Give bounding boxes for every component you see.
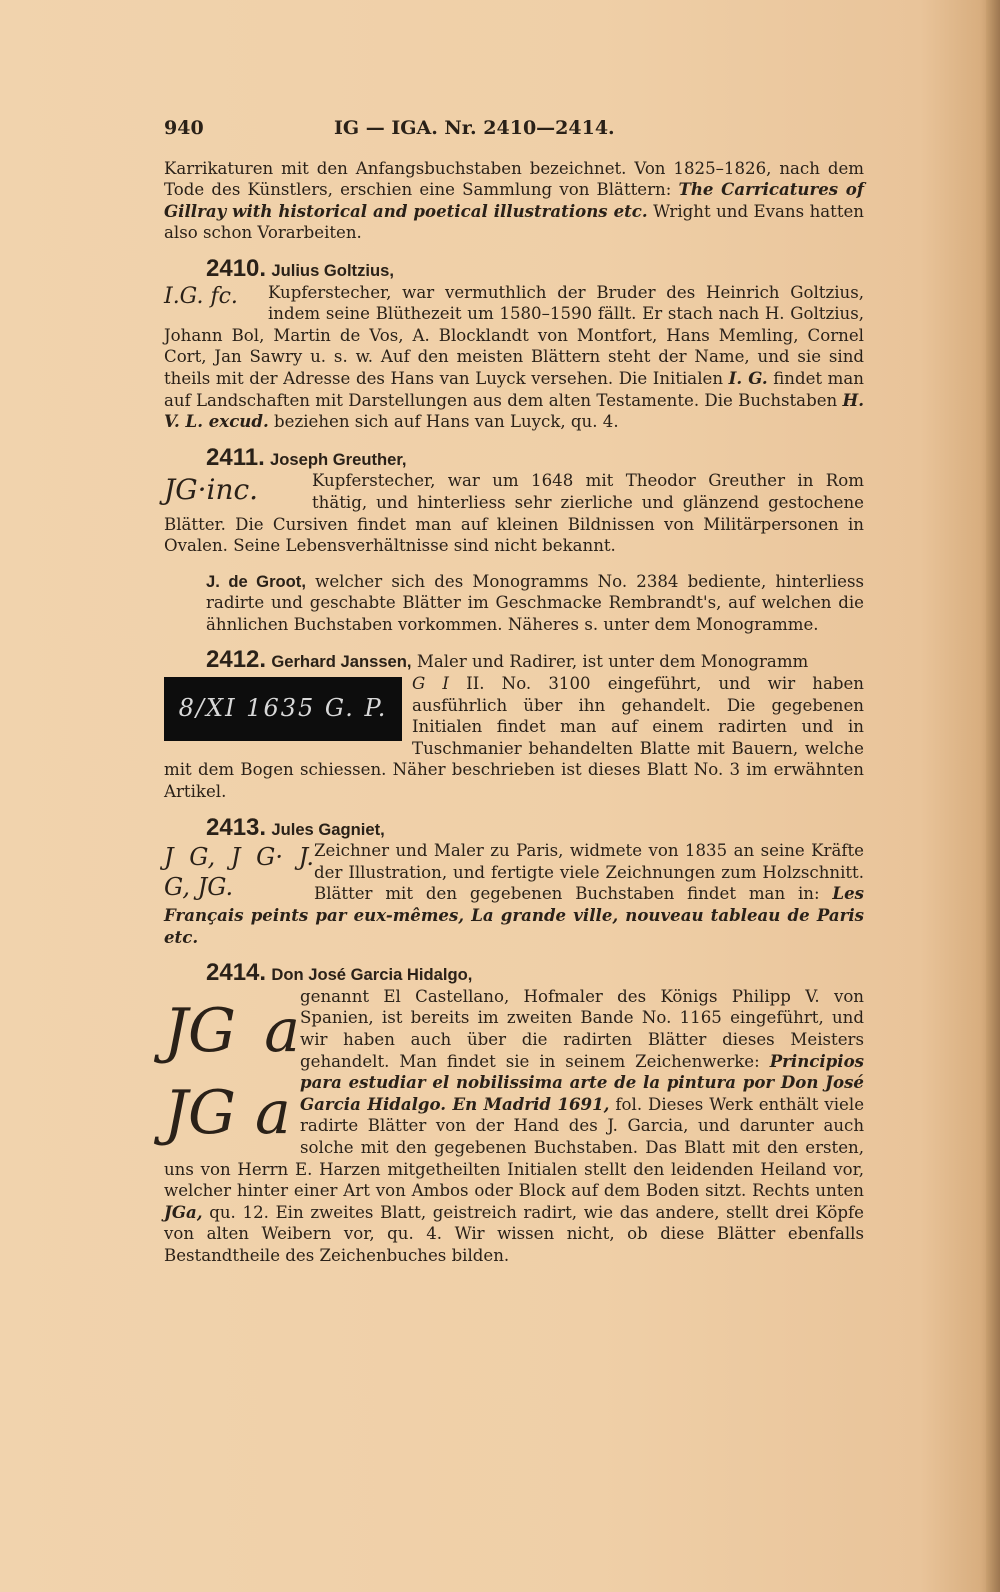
initials: H. V. L. excud. — [164, 389, 864, 432]
entry-text: fol. Dieses Werk enthält viele radirte Blätter von der Hand des J. Garcia, und darunter auch solche mit den gegebenen Buchstaben. Das Blatt mit den ersten, uns von Herrn E. Harzen mitgetheilten Initialen stellt den leidenden Heiland vor, welcher hinter einer Art von Ambos oder Block auf dem Boden sitzt. Rechts unten — [164, 1094, 865, 1201]
entry-2413 — [164, 813, 864, 949]
initials: JGa, — [164, 1201, 203, 1222]
monogram-image: I.G. fc. — [164, 283, 238, 309]
intro-end: Wright und Evans hatten also schon Vorarbeiten. — [164, 201, 864, 243]
intro-paragraph — [164, 158, 864, 244]
entry-2414 — [164, 959, 865, 1266]
running-header — [164, 118, 864, 140]
book-title: Principios para estudiar el nobilissima arte de la pintura por Don José Garcia Hidalgo. En Madrid 1691, — [300, 1050, 864, 1114]
entry-text: genannt El Castellano, Hofmaler des Königs Philipp V. von Spanien, ist bereits im zweiten Bande No. 1165 eingeführt, und wir haben auch über die radirten Blätter dieses Meisters gehandelt. Man findet sie in seinem Zeichenwerke: — [300, 986, 864, 1071]
entry-text: Kupferstecher, war vermuthlich der Bruder des Heinrich Goltzius, indem seine Blüthezeit um 1580–1590 fällt. Er stach nach H. Goltzius, Johann Bol, Martin de Vos, A. Blocklandt von Montfort, Hans Memling, Cornel Cort, Jan Sawry u. s. w. Auf den meisten Blättern steht der Name, und sie sind theils mit der Adresse des Hans van Luyck versehen. Die Initialen — [164, 282, 864, 388]
entry-text: qu. 12. Ein zweites Blatt, geistreich radirt, wie das andere, stellt drei Köpfe von alten Weibern vor, qu. 4. Wir wissen nicht, ob diese Blätter ebenfalls Bestandtheile des Zeichenbuches bilden. — [164, 1202, 865, 1265]
entry-text: welcher sich des Monogramms No. 2384 bediente, hinterliess radirte und geschabte Blätter im Geschmacke Rembrandt's, auf welchen die ähnlichen Buchstaben vorkommen. Näheres s. unter dem Monogramme. — [206, 571, 864, 634]
entry-text: Kupferstecher, war um 1648 mit Theodor Greuther in Rom thätig, und hinterliess sehr zierliche und glänzend gestochene Blätter. Die Cursiven findet man auf kleinen Bildnissen von Militärpersonen in Ovalen. Seine Lebensverhältnisse sind nicht bekannt. — [164, 471, 864, 556]
monogram-image: J G, J G· J. G, JG. — [164, 843, 314, 902]
entry-2412 — [164, 646, 864, 802]
monogram-black-plate: 8/XI 1635 G. P. — [164, 677, 402, 741]
entry-number: 2411. — [206, 443, 265, 471]
intro-book-title: The Carricatures of Gillray with historical and poetical illustrations etc. — [164, 179, 864, 221]
book-titles: Les Français peints par eux-mêmes, La grande ville, nouveau tableau de Paris etc. — [164, 883, 864, 947]
artist-name: J. de Groot, — [206, 571, 306, 591]
header-title: IG — IGA. Nr. 2410—2414. — [334, 117, 615, 139]
initials: I. G. — [728, 367, 768, 388]
intro-text: Karrikaturen mit den Anfangsbuchstaben bezeichnet. Von 1825–1826, nach dem Tode des Künstlers, erschien eine Sammlung von Blättern: — [164, 158, 864, 200]
entry-text: II. No. 3100 eingeführt, und wir haben ausführlich über ihn gehandelt. Die gegebenen Initialen findet man auf einem radirten und in Tuschmanier behandelten Blatte mit Bauern, welche mit dem Bogen schiessen. Näher beschrieben ist dieses Blatt No. 3 im erwähnten Artikel. — [164, 674, 864, 802]
entry-2411 — [164, 443, 864, 557]
entry-text: Maler und Radirer, ist unter dem Monogramm — [416, 652, 809, 672]
entry-text: findet man auf Landschaften mit Darstellungen aus dem alten Testamente. Die Buchstaben — [164, 368, 864, 410]
artist-name: Don José Garcia Hidalgo, — [271, 965, 473, 985]
entry-number: 2410. — [206, 254, 267, 282]
text-column — [164, 118, 864, 1267]
artist-name: Gerhard Janssen, — [271, 652, 412, 672]
entry-number: 2413. — [206, 813, 267, 841]
entry-text: Zeichner und Maler zu Paris, widmete von 1835 an seine Kräfte der Illustration, und fertigte viele Zeichnungen zum Holzschnitt. Blätter mit den gegebenen Buchstaben findet man in: — [314, 841, 864, 904]
artist-name: Joseph Greuther, — [270, 449, 407, 469]
entry-number: 2414. — [206, 959, 267, 987]
monogram-image: JG a JG a — [164, 995, 300, 1148]
entry-number: 2412. — [206, 646, 267, 674]
initials: G I — [412, 674, 449, 694]
page-number: 940 — [164, 117, 204, 139]
page-edge — [986, 0, 1000, 1592]
artist-name: Jules Gagniet, — [271, 819, 385, 839]
monogram-image: JG·inc. — [164, 473, 259, 507]
artist-name: Julius Goltzius, — [271, 260, 394, 280]
entry-text: beziehen sich auf Hans van Luyck, qu. 4. — [274, 412, 619, 432]
entry-groot — [164, 571, 864, 636]
entry-2410 — [164, 254, 864, 433]
